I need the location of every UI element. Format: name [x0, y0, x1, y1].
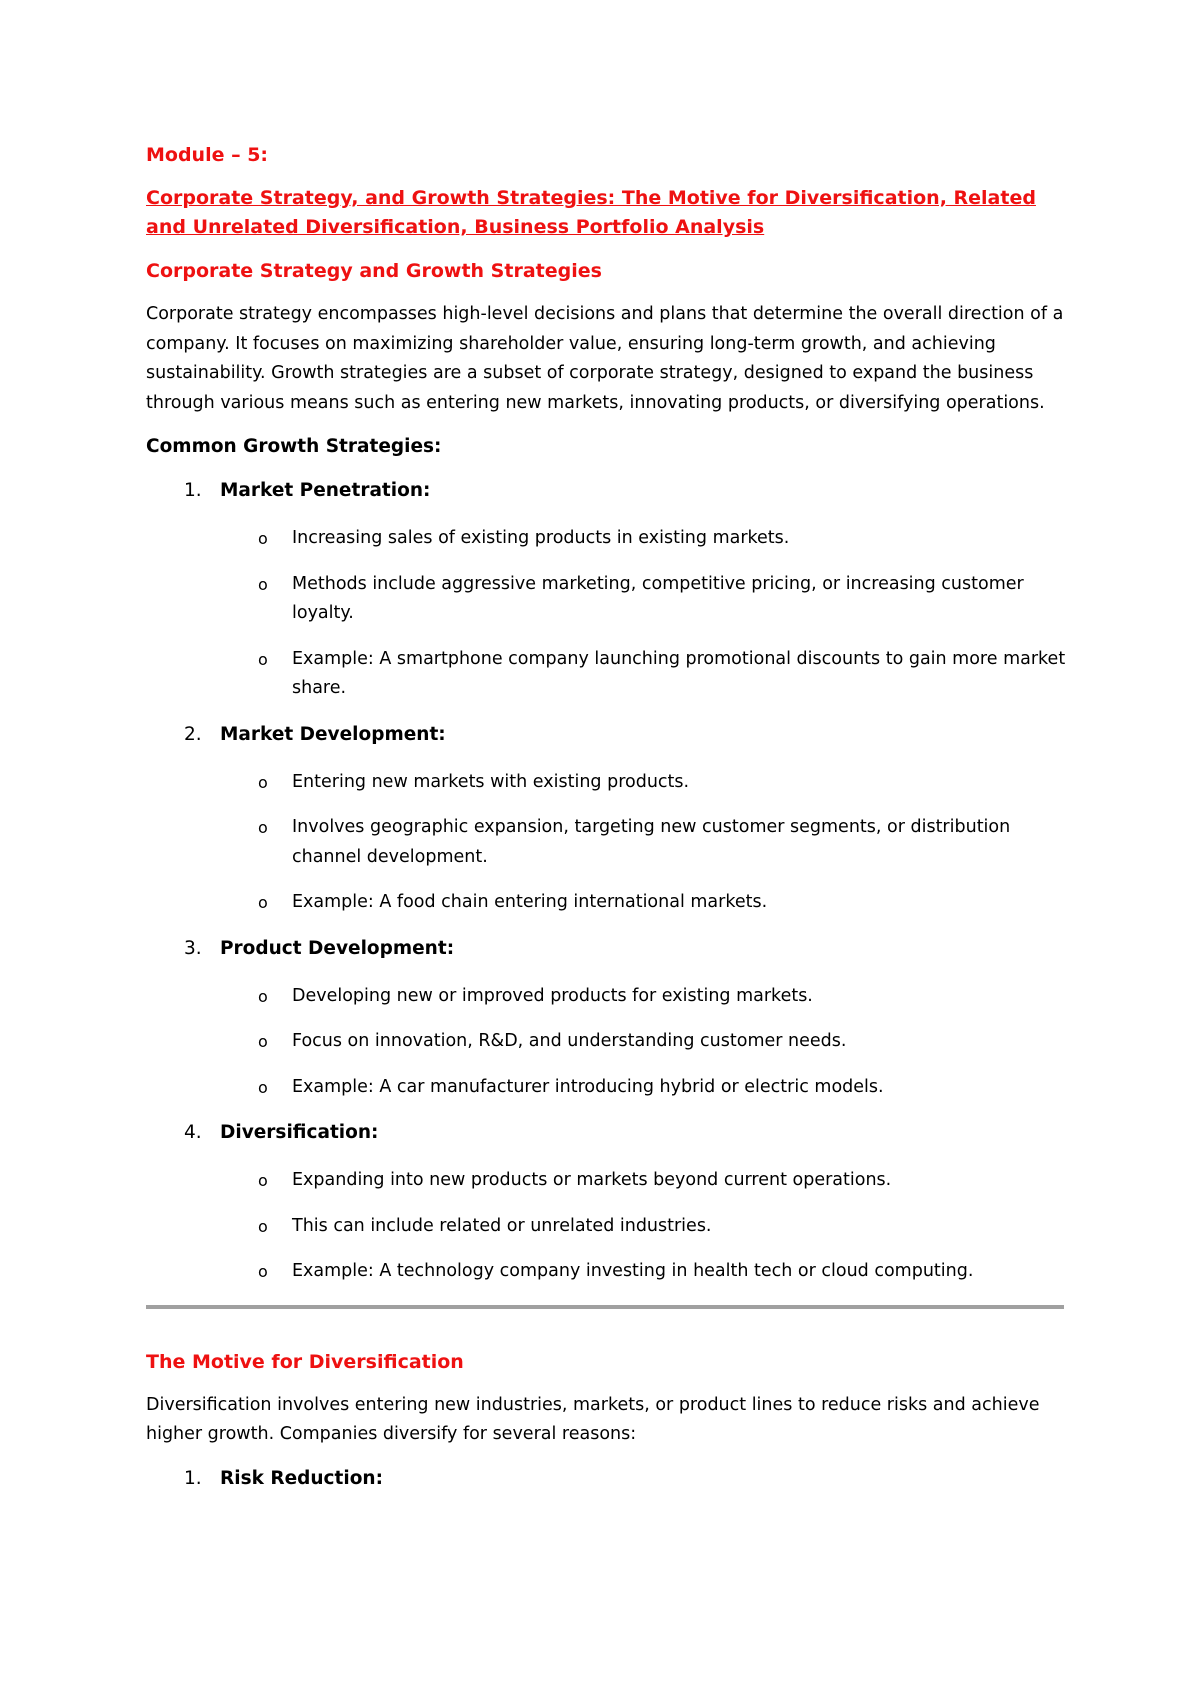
list-item: [146, 888, 1066, 918]
growth-strategy-item: [146, 722, 1066, 918]
bullet-mark: o: [258, 1216, 268, 1236]
bullet-text: Developing new or improved products for existing markets.: [292, 985, 813, 1006]
item-title: Product Development:: [220, 937, 455, 959]
corporate-strategy-paragraph: Corporate strategy encompasses high-level decisions and plans that determine the overall direction of a company. It focuses on maximizing shareholder value, ensuring long-term growth, and achieving sustainability. Growth strategies are a subset of corporate strategy, designed to expand the business through various means such as entering new markets, innovating products, or diversifying operations.: [146, 304, 1064, 413]
bullet-mark: o: [258, 772, 268, 792]
growth-strategy-item: [146, 478, 1066, 704]
list-item: [146, 982, 1066, 1012]
list-item: [146, 1073, 1066, 1103]
list-item: [146, 1212, 1066, 1242]
numbered-item-title: [146, 722, 1066, 748]
numbered-item-title: [146, 1466, 1066, 1492]
item-number: 2.: [184, 723, 202, 745]
bullet-mark: o: [258, 1032, 268, 1051]
growth-strategy-item: [146, 1120, 1066, 1287]
bullet-text: Involves geographic expansion, targeting new customer segments, or distribution channel development.: [292, 817, 1011, 867]
bullet-text: Expanding into new products or markets beyond current operations.: [292, 1170, 892, 1190]
numbered-item-title: [146, 936, 1066, 962]
horizontal-rule: [146, 1305, 1064, 1309]
bullet-text: Focus on innovation, R&D, and understanding customer needs.: [292, 1031, 847, 1051]
bullet-text: Methods include aggressive marketing, competitive pricing, or increasing customer loyalty.: [292, 573, 1024, 623]
item-number: 3.: [184, 937, 202, 959]
list-item: [146, 1257, 1066, 1287]
bullet-text: Example: A car manufacturer introducing hybrid or electric models.: [292, 1076, 884, 1097]
bullet-mark: o: [258, 1077, 268, 1097]
item-title: Risk Reduction:: [220, 1467, 383, 1489]
item-number: 4.: [184, 1122, 202, 1143]
list-item: [146, 813, 1066, 872]
numbered-item-title: [146, 1120, 1066, 1146]
bullet-text: Entering new markets with existing products.: [292, 771, 690, 792]
item-number: 1.: [184, 480, 202, 501]
item-title: Diversification:: [220, 1122, 379, 1143]
section-heading-corporate-strategy: Corporate Strategy and Growth Strategies: [146, 260, 602, 282]
bullet-text: Example: A food chain entering international markets.: [292, 892, 768, 912]
list-item: [146, 1166, 1066, 1196]
module-subtitle: Corporate Strategy, and Growth Strategies: The Motive for Diversification, Related and Unrelated Diversification, Business Portfolio Analysis: [146, 187, 1036, 238]
bullet-text: Example: A technology company investing in health tech or cloud computing.: [292, 1261, 974, 1281]
list-item: [146, 570, 1066, 629]
bullet-text: Increasing sales of existing products in existing markets.: [292, 528, 790, 548]
bullet-mark: o: [258, 818, 268, 837]
bullet-mark: o: [258, 1171, 268, 1190]
bullet-mark: o: [258, 1262, 268, 1281]
list-item: [146, 768, 1066, 798]
item-number: 1.: [184, 1467, 202, 1489]
module-title: Module – 5:: [146, 144, 269, 166]
section-heading-motive-diversification: The Motive for Diversification: [146, 1350, 464, 1373]
list-item: [146, 1027, 1066, 1057]
document-content: [146, 142, 1066, 1512]
growth-strategy-item: [146, 936, 1066, 1103]
bullet-mark: o: [258, 529, 268, 548]
common-growth-heading: Common Growth Strategies:: [146, 436, 442, 457]
numbered-item-title: [146, 478, 1066, 504]
diversification-paragraph: Diversification involves entering new industries, markets, or product lines to reduce risks and achieve higher growth. Companies diversify for several reasons:: [146, 1394, 1040, 1444]
list-item: [146, 524, 1066, 554]
bullet-mark: o: [258, 649, 268, 669]
bullet-mark: o: [258, 986, 268, 1006]
bullet-mark: o: [258, 574, 268, 594]
bullet-text: This can include related or unrelated industries.: [292, 1215, 712, 1236]
item-title: Market Development:: [220, 723, 446, 745]
list-item: [146, 645, 1066, 704]
item-title: Market Penetration:: [220, 480, 431, 501]
bullet-text: Example: A smartphone company launching promotional discounts to gain more market share.: [292, 648, 1066, 698]
bullet-mark: o: [258, 893, 268, 912]
